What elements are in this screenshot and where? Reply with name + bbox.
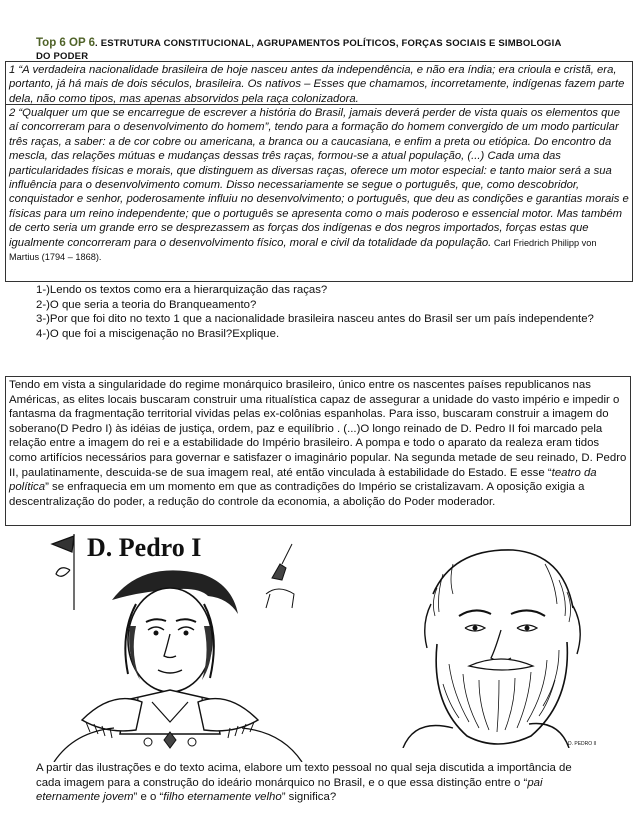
pedro-i-illustration xyxy=(42,530,314,762)
final-text-2: ” e o “ xyxy=(133,791,164,804)
question-list xyxy=(36,283,626,341)
text-3-italic: teatro da política xyxy=(9,466,597,494)
pedro-ii-illustration xyxy=(363,534,608,748)
flag-icon xyxy=(52,534,74,610)
header-title-line2: DO PODER xyxy=(36,51,89,62)
horseman-icon xyxy=(266,544,294,608)
pedro-i-caption: D. Pedro I xyxy=(87,533,202,562)
header-title: . ESTRUTURA CONSTITUCIONAL, AGRUPAMENTOS POLÍTICOS, FORÇAS SOCIAIS E SIMBOLOGIA xyxy=(95,38,562,49)
text-3b: ” se enfraquecia em um momento em que as contradições do Império se cristalizavam. A oposição exigia a descentralização do poder, a redução do controle da economia, a abolição do Poder moderador. xyxy=(9,481,585,508)
final-italic-2: filho eternamente velho xyxy=(163,791,282,804)
final-question xyxy=(36,761,596,805)
text-box-2 xyxy=(5,104,633,282)
text-3a: Tendo em vista a singularidade do regime monárquico brasileiro, único entre os nascentes países republicanos nas Américas, as elites locais buscaram construir uma ritualística capaz de assegurar a unidade do vasto império e impedir o fantasma da fragmentação territorial vividas pelas ex-colônias espanholas. Para isso, buscaram construir a imagem do soberano(D Pedro I) às idéias de justiça, ordem, paz e equilíbrio . (...)O longo reinado de D. Pedro II foi marcado pela relação entre a imagem do rei e a estabilidade do Império brasileiro. A pompa e todo o aparato da realeza eram tidos como artifícios necessários para governar e satisfazer o imaginário popular. Na segunda metade de seu reinado, D. Pedro II, paulatinamente, descuida-se de sua imagem real, até então vinculada à estabilidade do Estado. E esse “ xyxy=(9,379,627,479)
text-2: 2 “Qualquer um que se encarregue de escrever a história do Brasil, jamais deverá perder de vista quais os elementos que aí concorreram para o desenvolvimento do homem”, tendo para a formação do homem convergido de um modo particular três raças, a saber: a de cor cobre ou americana, a branca ou a caucasiana, e enfim a preta ou etiópica. Do encontro da mescla, das relações mútuas e mudanças dessas três raças, formou-se a atual população, (...) Cada uma das particularidades físicas e morais, que distinguem as diversas raças, oferece um motor especial: e tanto maior será a sua influência para o desenvolvimento comum. Disso necessariamente se segue o português, que, como descobridor, conquistador e senhor, poderosamente influiu no desenvolvimento; o português, que deu as condições e garantias morais e físicas para um reino independente; que o português se apresenta como o mais poderoso e essencial motor. Mas também de certo seria um grande erro se desprezassem as forças dos indígenas e dos negros importados, forças estas que igualmente concorreram para o desenvolvimento físico, moral e civil da totalidade da população. xyxy=(9,107,629,249)
question-item: 2-)O que seria a teoria do Branqueamento? xyxy=(36,298,257,311)
question-item: 4-)O que foi a miscigenação no Brasil?Explique. xyxy=(36,327,280,340)
question-item: 3-)Por que foi dito no texto 1 que a nacionalidade brasileira nasceu antes do Brasil ser um país independente? xyxy=(36,313,594,326)
document-header xyxy=(36,37,626,63)
text-box-3 xyxy=(5,376,631,526)
citation: Carl Friedrich Philipp von Martius (1794 – 1868). xyxy=(9,237,597,263)
final-text-3: ” significa? xyxy=(281,791,337,804)
text-1: 1 “A verdadeira nacionalidade brasileira de hoje nasceu antes da independência, e não era índia; era crioula e cristã, era, portanto, já há mais de dois séculos, brasileira. Os nativos – Esses que chamamos, incorretamente, indígenas fazem parte dela, não como tipos, mas apenas absorvidos pela raça colonizadora. xyxy=(9,64,625,105)
header-tag: Top 6 OP 6 xyxy=(36,37,96,49)
text-box-1 xyxy=(5,61,633,105)
final-italic-1: pai eternamente jovem xyxy=(36,776,543,804)
pedro-ii-caption: D. PEDRO II xyxy=(568,741,597,747)
question-item: 1-)Lendo os textos como era a hierarquização das raças? xyxy=(36,284,328,296)
final-text-1: A partir das ilustrações e do texto acima, elabore um texto pessoal no qual seja discutida a importância de cada imagem para a construção do ideário monárquico no Brasil, e o que essa distinção entre o “ xyxy=(36,762,572,789)
